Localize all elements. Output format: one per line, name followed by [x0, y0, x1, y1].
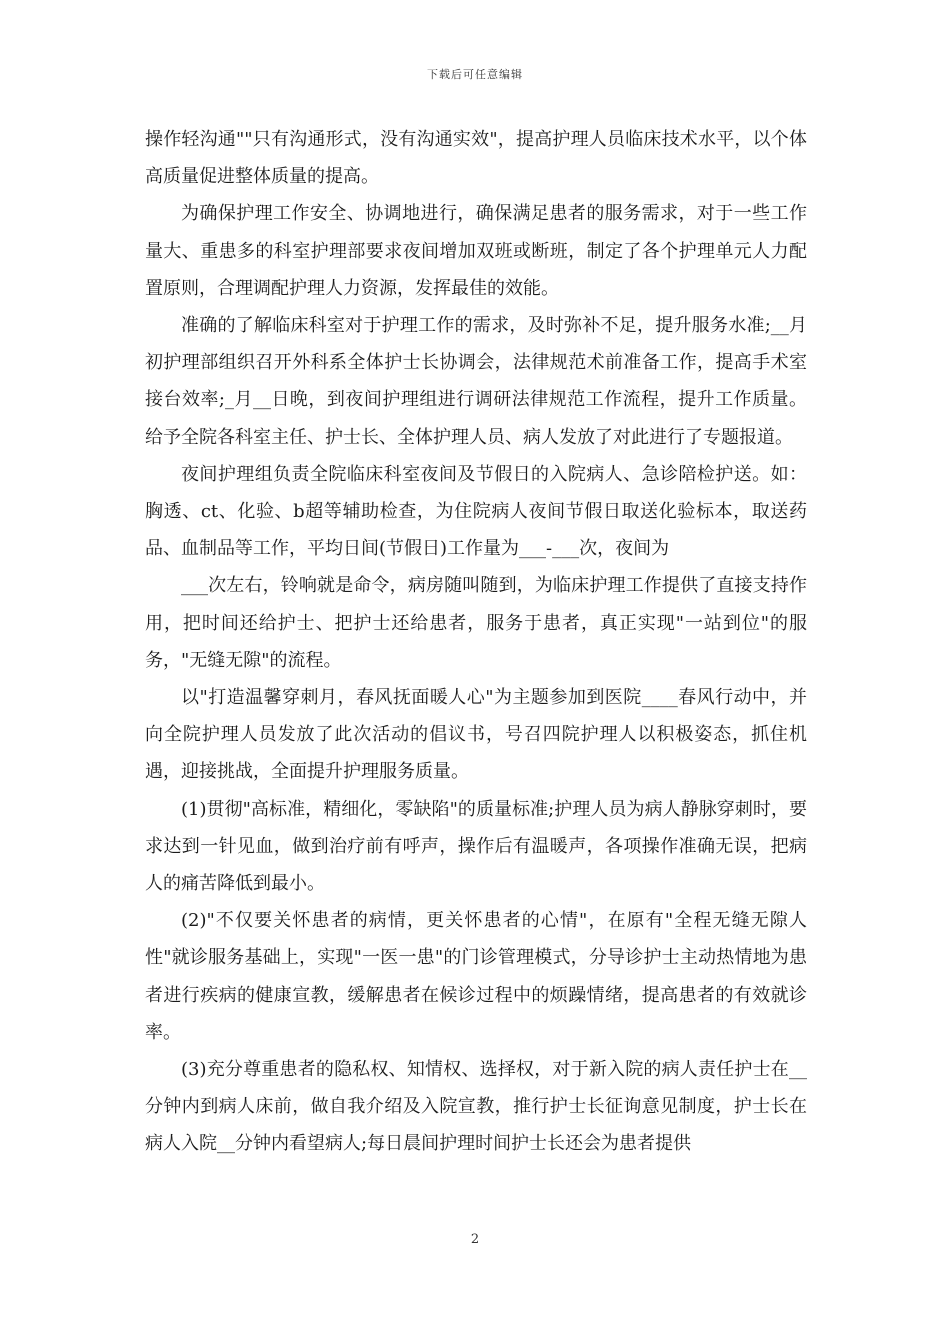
- paragraph-3: 准确的了解临床科室对于护理工作的需求，及时弥补不足，提升服务水准;__月初护理部组织召开外科系全体护士长协调会，法律规范术前准备工作，提高手术室接台效率;_月__日晚，到夜间护理组进行调研法律规范工作流程，提升工作质量。给予全院各科室主任、护士长、全体护理人员、病人发放了对此进行了专题报道。: [145, 315, 807, 448]
- paragraph-4: 夜间护理组负责全院临床科室夜间及节假日的入院病人、急诊陪检护送。如：胸透、ct、化验、b超等辅助检查，为住院病人夜间节假日取送化验标本，取送药品、血制品等工作，平均日间(节假日)工作量为___-___次，夜间为: [145, 463, 807, 560]
- paragraph-7: (1)贯彻"高标准，精细化，零缺陷"的质量标准;护理人员为病人静脉穿刺时，要求达到一针见血，做到治疗前有呼声，操作后有温暖声，各项操作准确无误，把病人的痛苦降低到最小。: [145, 798, 807, 895]
- paragraph-9: (3)充分尊重患者的隐私权、知情权、选择权，对于新入院的病人责任护士在__分钟内到病人床前，做自我介绍及入院宣教，推行护士长征询意见制度，护士长在病人入院__分钟内看望病人;每日晨间护理时间护士长还会为患者提供: [145, 1059, 807, 1155]
- paragraph-5: ___次左右，铃响就是命令，病房随叫随到，为临床护理工作提供了直接支持作用，把时间还给护士、把护士还给患者，服务于患者，真正实现"一站到位"的服务，"无缝无隙"的流程。: [145, 575, 807, 671]
- page-number: 2: [470, 1232, 480, 1247]
- paragraph-8: (2)"不仅要关怀患者的病情，更关怀患者的心情"，在原有"全程无缝无隙人性"就诊服务基础上，实现"一医一患"的门诊管理模式，分导诊护士主动热情地为患者进行疾病的健康宣教，缓解患者在候诊过程中的烦躁情绪，提高患者的有效就诊率。: [145, 910, 807, 1043]
- paragraph-1: 操作轻沟通""只有沟通形式，没有沟通实效"，提高护理人员临床技术水平，以个体高质量促进整体质量的提高。: [145, 129, 807, 188]
- paragraph-6: 以"打造温馨穿刺月，春风抚面暖人心"为主题参加到医院____春风行动中，并向全院护理人员发放了此次活动的倡议书，号召四院护理人以积极姿态，抓住机遇，迎接挑战，全面提升护理服务质量。: [145, 687, 807, 783]
- paragraph-2: 为确保护理工作安全、协调地进行，确保满足患者的服务需求，对于一些工作量大、重患多的科室护理部要求夜间增加双班或断班，制定了各个护理单元人力配置原则，合理调配护理人力资源，发挥最佳的效能。: [145, 203, 807, 299]
- document-body: [145, 121, 807, 1163]
- page-header: 下载后可任意编辑: [427, 68, 523, 81]
